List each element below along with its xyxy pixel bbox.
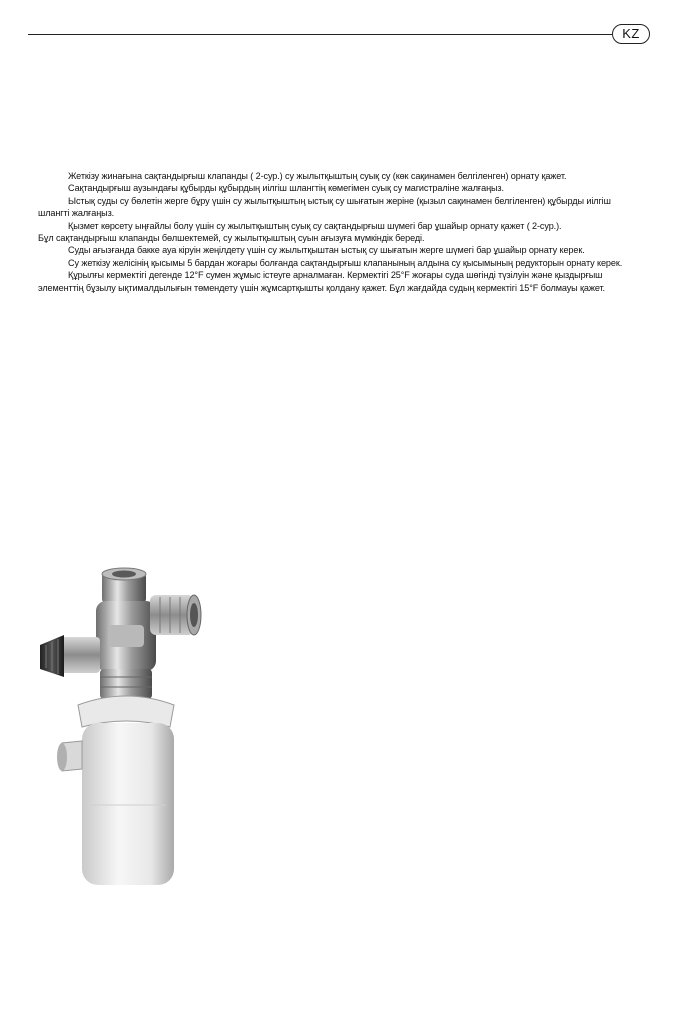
body-text [38,170,643,294]
paragraph: Ыстық суды су бөлетін жерге бұру үшін су жылытқыштың ыстық су шығатын жеріне (қызыл сақинамен белгіленген) құбырды иілгіш шлангті жалғаңыз. [38,195,611,219]
safety-valve-image [30,565,230,895]
paragraph: Жеткізу жинағына сақтандырғыш клапанды ( 2-сур.) су жылытқыштың суық су (көк сақинамен белгіленген) орнату қажет. [68,171,567,181]
valve-side-outlet [150,595,201,635]
valve-body [96,601,156,671]
paragraph: Суды ағызғанда бакке ауа кіруін жеңілдету үшін су жылытқыштан ыстық су шығатын жерге шүмегі бар ұшайыр орнату керек. [68,245,585,256]
paragraph: Бұл сақтандырғыш клапанды бөлшектемей, су жылытқыштың суын ағызуға мүмкіндік береді. [38,233,425,244]
drain-funnel [57,696,174,885]
valve-top-inlet [102,568,146,603]
paragraph: Құрылғы кермектігі дегенде 12°F сумен жұмыс істеуге арналмаған. Кермектігі 25°F жоғары суда шөгінді түзілуін және қыздырғыш элементтің бұзылу ықтималдылығын төмендету үшін жұмсартқышты қолдану қажет. Бұл жағдайда судың кермектігі 15°F болмауы қажет. [38,270,605,293]
safety-valve-figure [30,565,230,895]
paragraph: Қызмет көрсету ыңғайлы болу үшін су жылытқыштың суық су сақтандырғыш шүмегі бар ұшайыр орнату қажет ( 2-сур.). [68,220,562,231]
paragraph: Сақтандырғыш аузындағы құбырды құбырдың иілгіш шлангтің көмегімен суық су магистраліне жалғаңыз. [68,183,504,194]
valve-knob [40,635,100,677]
valve-lower-nut [100,669,152,699]
paragraph: Су жеткізу желісінің қысымы 5 бардан жоғары болғанда сақтандырғыш клапанының алдына су қысымының редукторын орнату керек. [68,257,623,268]
header-rule [28,34,612,35]
language-badge: KZ [612,24,650,44]
